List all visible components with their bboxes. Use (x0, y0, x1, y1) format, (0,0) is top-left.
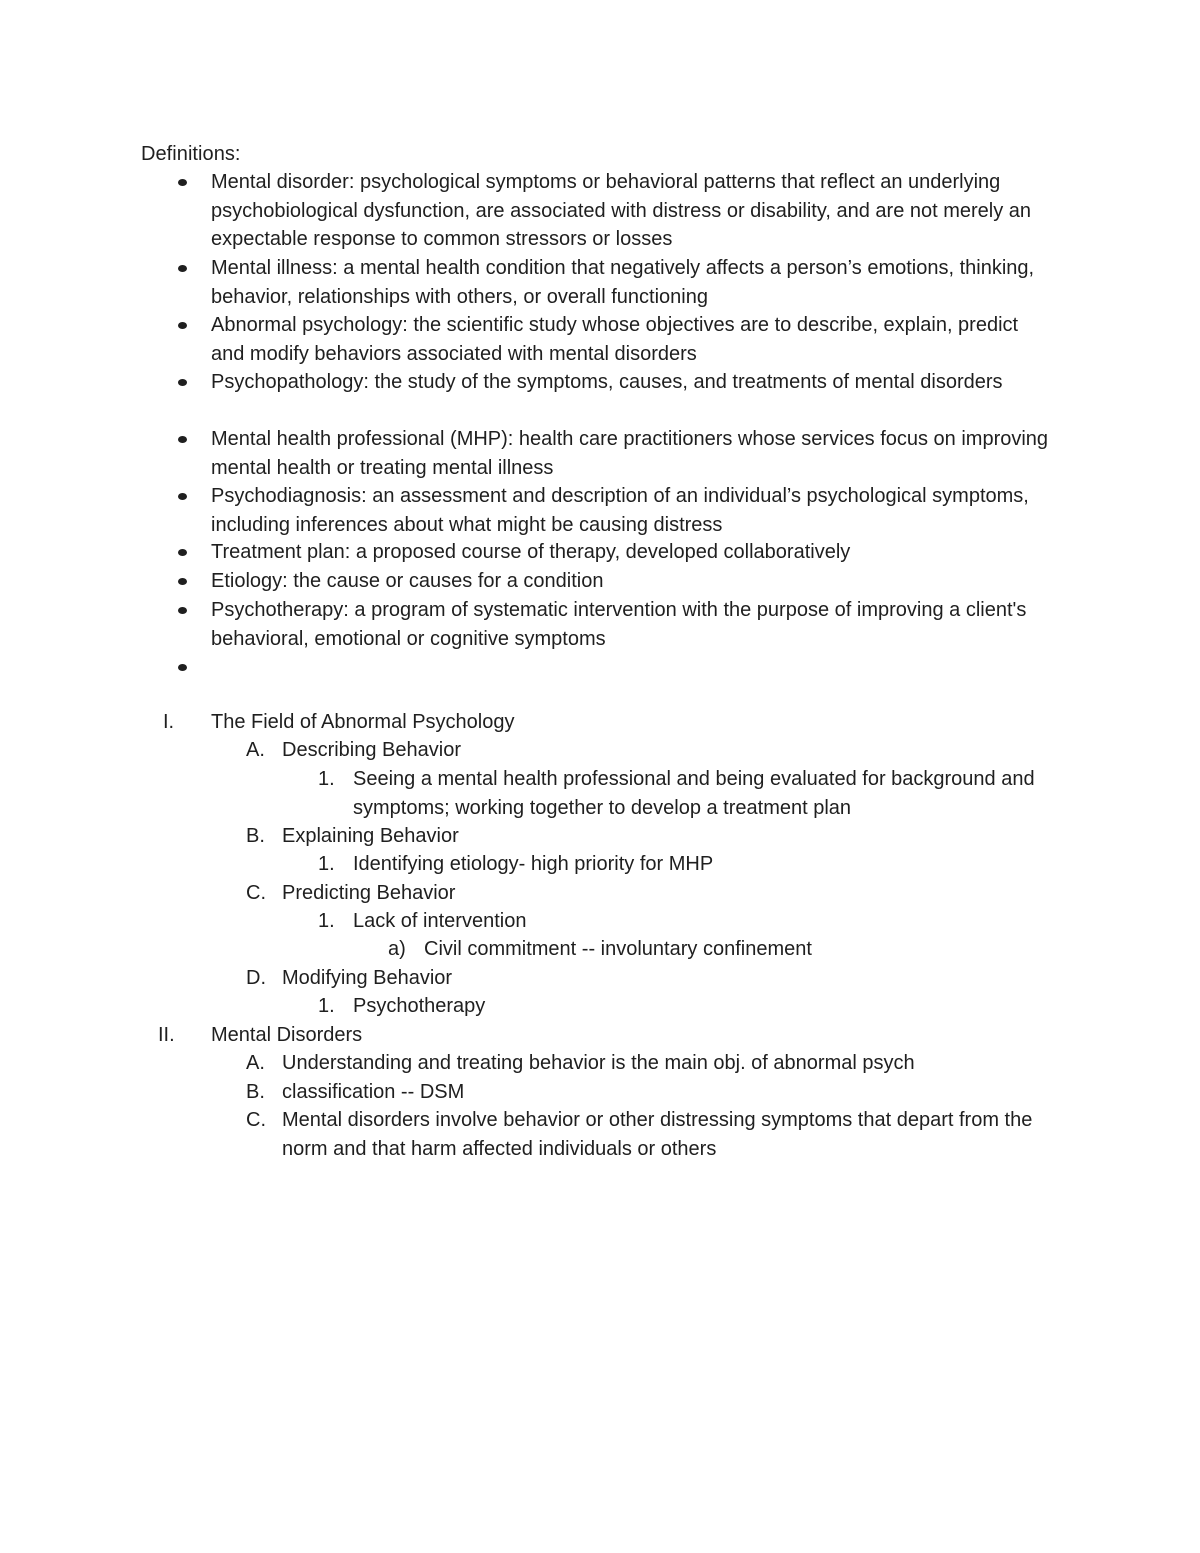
outline-subsection-title: Explaining Behavior (282, 825, 459, 847)
definition-abnormal-psychology: Abnormal psychology: the scientific study whose objectives are to describe, explain, predict and modify behaviors associated with mental disorders (211, 314, 1019, 365)
outline-marker: C. (246, 882, 266, 904)
outline-marker: B. (246, 1081, 265, 1103)
definition-psychotherapy: Psychotherapy: a program of systematic intervention with the purpose of improving a client's behavioral, emotional or cognitive symptoms (211, 599, 1027, 650)
definition-mhp: Mental health professional (MHP): health care practitioners whose services focus on improving mental health or treating mental illness (211, 428, 1049, 479)
outline-marker: C. (246, 1109, 266, 1131)
outline-subsection-title: Describing Behavior (282, 739, 461, 761)
bullet-icon (178, 179, 187, 186)
definitions-heading: Definitions: (141, 143, 241, 165)
definition-psychodiagnosis: Psychodiagnosis: an assessment and description of an individual’s psychological symptoms, including inferences about what might be causing distress (211, 485, 1029, 536)
definition-mental-illness: Mental illness: a mental health condition that negatively affects a person’s emotions, thinking, behavior, relationships with others, or overall functioning (211, 257, 1035, 308)
bullet-icon (178, 549, 187, 556)
outline-item: Mental disorders involve behavior or other distressing symptoms that depart from the norm and that harm affected individuals or others (282, 1109, 1033, 1160)
outline-section-title: Mental Disorders (211, 1024, 363, 1046)
definition-mental-disorder: Mental disorder: psychological symptoms or behavioral patterns that reflect an underlying psychobiological dysfunction, are associated with distress or disability, and are not merely an expectable response to common stressors or losses (211, 171, 1032, 250)
bullet-icon (178, 607, 187, 614)
outline-section-title: The Field of Abnormal Psychology (211, 711, 515, 733)
outline-marker: 1. (318, 768, 335, 790)
definition-etiology: Etiology: the cause or causes for a condition (211, 570, 604, 592)
bullet-icon (178, 493, 187, 500)
bullet-icon (178, 265, 187, 272)
outline-item: Civil commitment -- involuntary confinement (424, 938, 812, 960)
outline-item: classification -- DSM (282, 1081, 465, 1103)
outline-subsection-title: Modifying Behavior (282, 967, 453, 989)
bullet-icon (178, 578, 187, 585)
outline-marker: A. (246, 739, 265, 761)
outline-item: Identifying etiology- high priority for MHP (353, 853, 714, 875)
outline-marker: a) (388, 938, 406, 960)
bullet-icon (178, 664, 187, 671)
outline-marker: A. (246, 1052, 265, 1074)
outline-item: Seeing a mental health professional and being evaluated for background and symptoms; working together to develop a treatment plan (353, 768, 1035, 819)
bullet-icon (178, 322, 187, 329)
outline-marker: D. (246, 967, 266, 989)
outline-subsection-title: Predicting Behavior (282, 882, 456, 904)
outline-marker: I. (163, 711, 175, 733)
outline-marker: II. (158, 1024, 175, 1046)
definition-treatment-plan: Treatment plan: a proposed course of therapy, developed collaboratively (211, 541, 851, 563)
bullet-icon (178, 379, 187, 386)
definition-psychopathology: Psychopathology: the study of the symptoms, causes, and treatments of mental disorders (211, 371, 1003, 393)
outline-item: Understanding and treating behavior is the main obj. of abnormal psych (282, 1052, 915, 1074)
outline-item: Lack of intervention (353, 910, 527, 932)
outline-marker: 1. (318, 853, 335, 875)
outline-item: Psychotherapy (353, 995, 486, 1017)
outline-marker: 1. (318, 995, 335, 1017)
outline-marker: 1. (318, 910, 335, 932)
bullet-icon (178, 436, 187, 443)
outline-marker: B. (246, 825, 265, 847)
